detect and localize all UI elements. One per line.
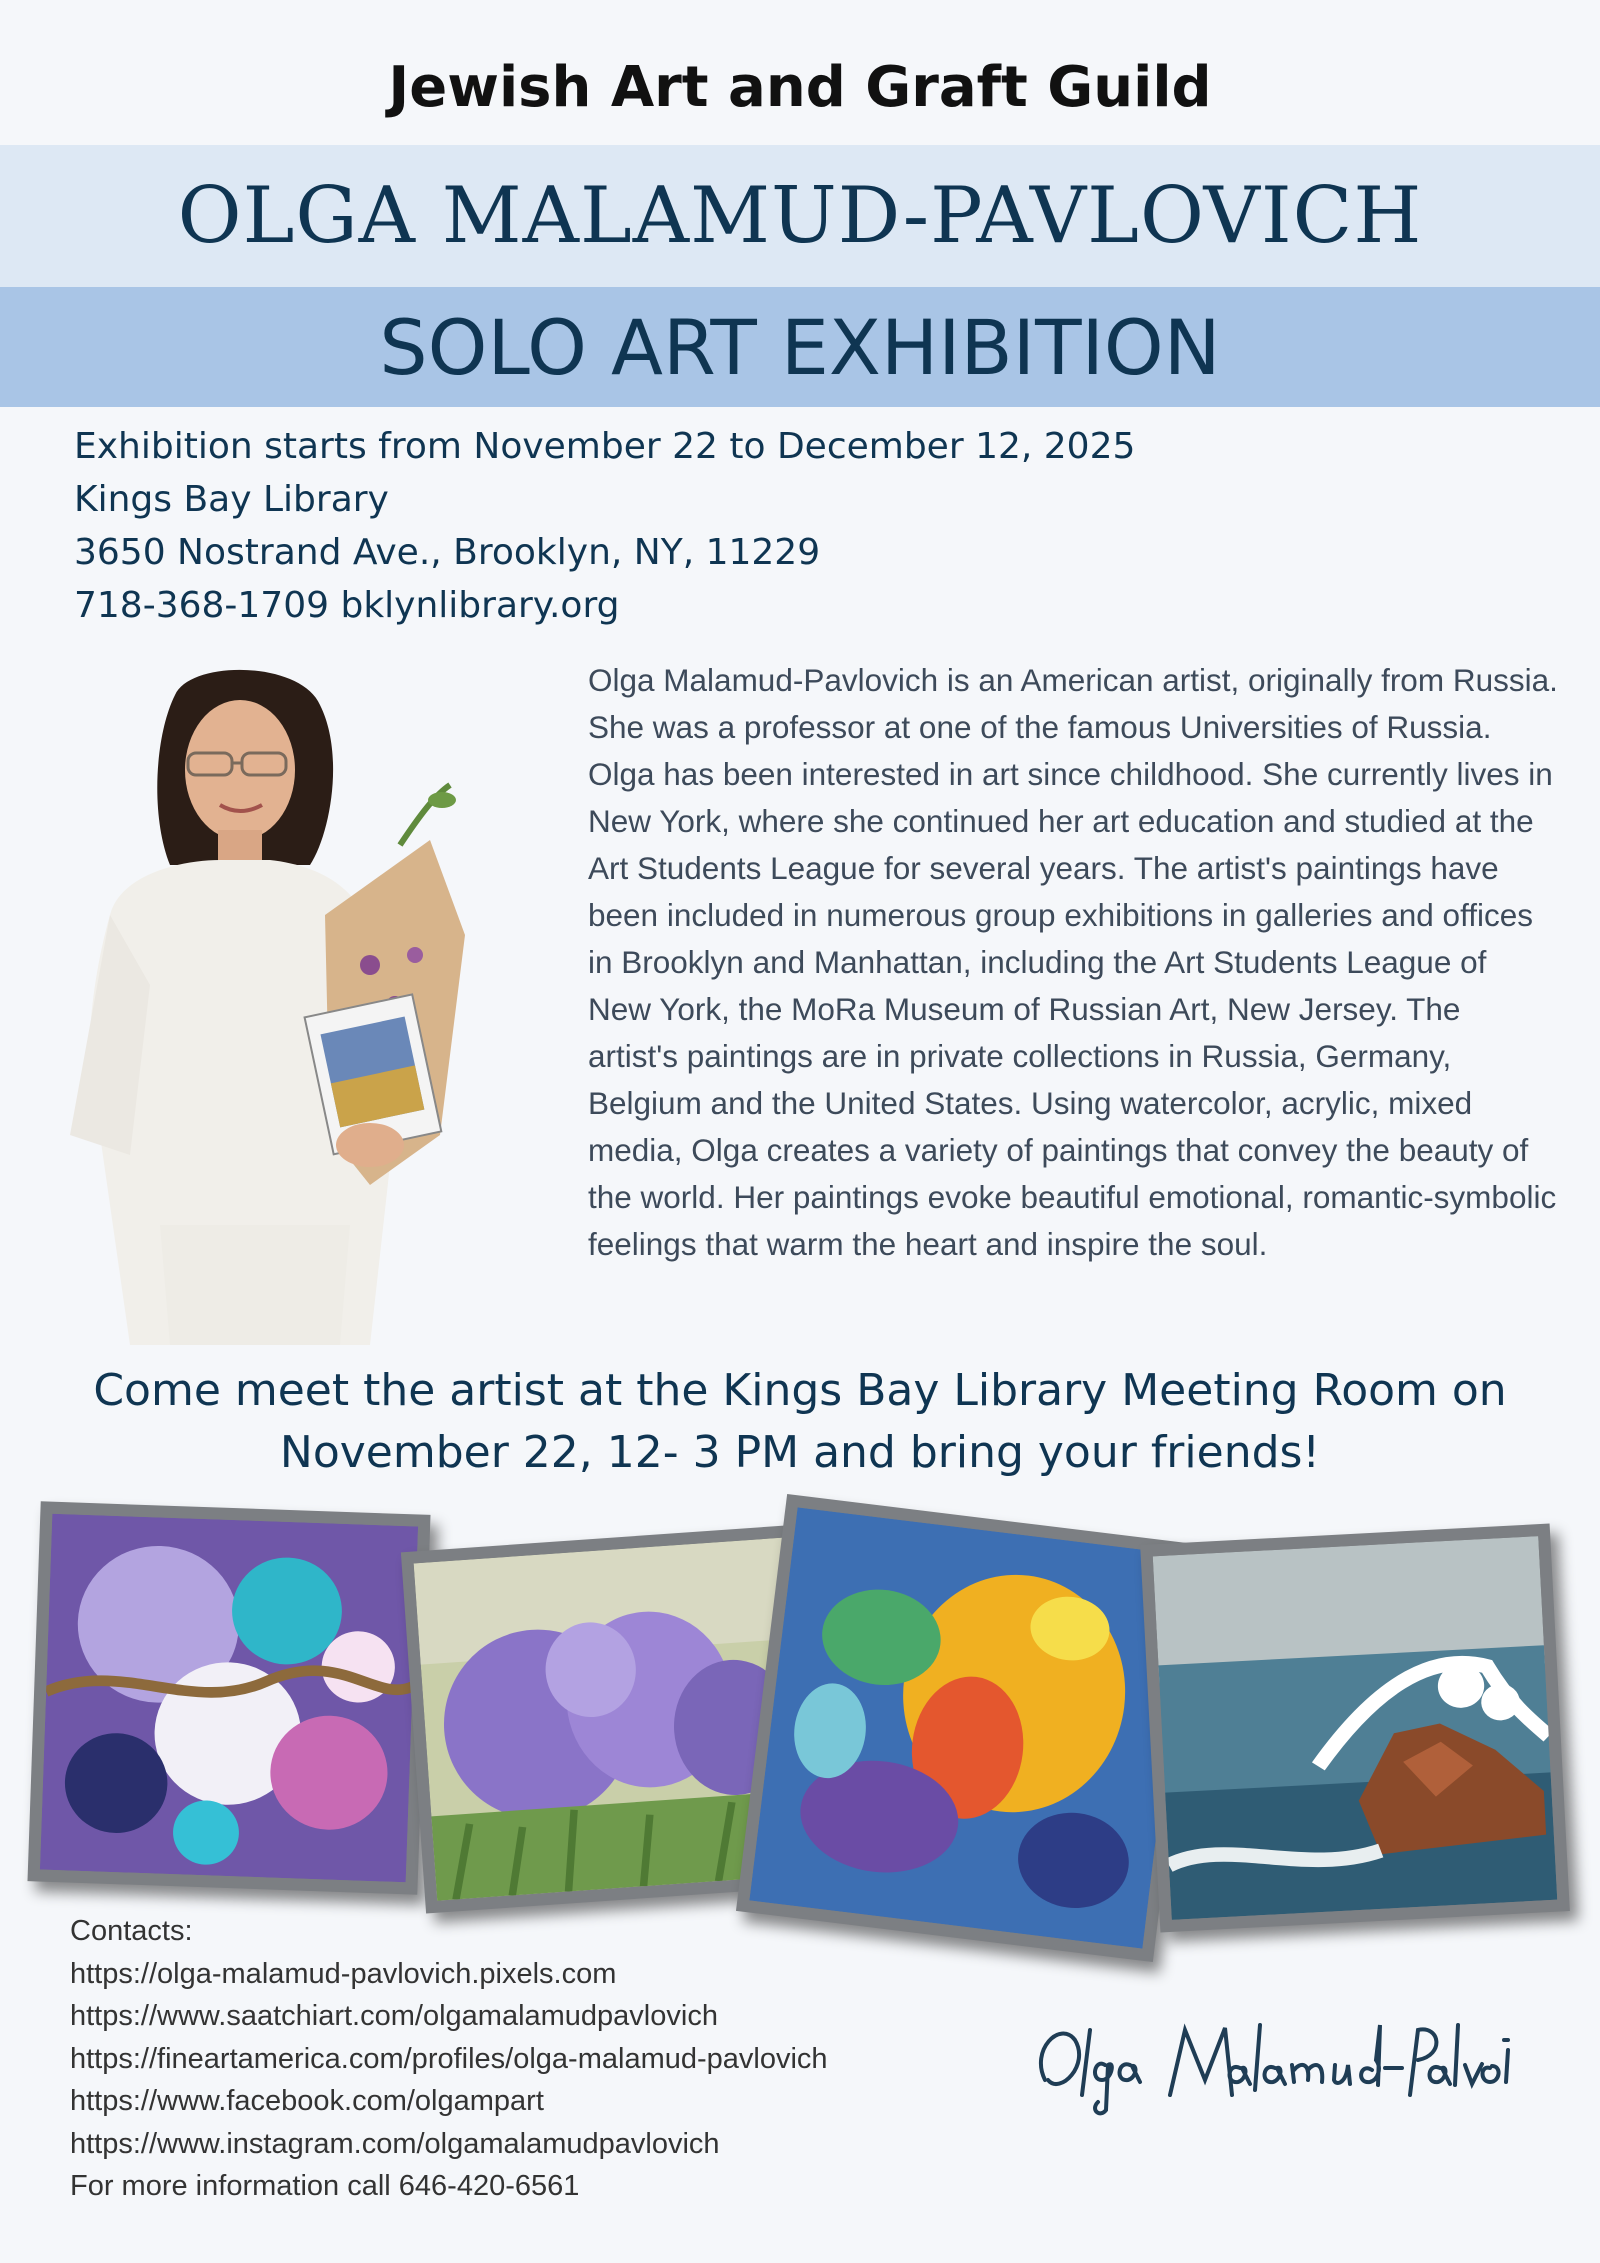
- contacts-label: Contacts:: [70, 1915, 193, 1947]
- artist-signature: [1020, 2010, 1520, 2120]
- painting-abstract-purple: [27, 1501, 430, 1894]
- contact-link[interactable]: https://www.saatchiart.com/olgamalamudpavlovich: [70, 2000, 718, 2032]
- venue-address: 3650 Nostrand Ave., Brooklyn, NY, 11229: [74, 532, 821, 573]
- contact-link[interactable]: https://www.facebook.com/olgampart: [70, 2085, 544, 2117]
- more-info-phone: For more information call 646-420-6561: [70, 2170, 580, 2202]
- guild-heading: Jewish Art and Graft Guild: [388, 55, 1212, 120]
- invitation-line-2: November 22, 12- 3 PM and bring your friends!: [279, 1427, 1321, 1478]
- venue-phone-website: 718-368-1709 bklynlibrary.org: [74, 585, 620, 626]
- venue-name: Kings Bay Library: [74, 479, 389, 520]
- contact-link[interactable]: https://www.instagram.com/olgamalamudpavlovich: [70, 2127, 720, 2160]
- exhibition-title: SOLO ART EXHIBITION: [379, 302, 1221, 392]
- exhibition-info: [74, 420, 1274, 632]
- artist-name: OLGA MALAMUD-PAVLOVICH: [177, 171, 1423, 261]
- contacts-section: [70, 1910, 970, 2208]
- painting-abstract-floral: [736, 1494, 1204, 1962]
- painting-seascape-waves: [1140, 1524, 1570, 1933]
- contact-link[interactable]: https://olga-malamud-pavlovich.pixels.com: [70, 1957, 617, 1990]
- artist-biography: Olga Malamud-Pavlovich is an American artist, originally from Russia. She was a professor at one of the famous Universities of Russia. Olga has been interested in art since childhood. She currently lives in New York, where she continued her art education and studied at the Art Students League for several years. The artist's paintings have been included in numerous group exhibitions in galleries and offices in Brooklyn and Manhattan, including the Art Students League of New York, the MoRa Museum of Russian Art, New Jersey. The artist's paintings are in private collections in Russia, Germany, Belgium and the United States. Using watercolor, acrylic, mixed media, Olga creates a variety of paintings that convey the beauty of the world. Her paintings evoke beautiful emotional, romantic-symbolic feelings that warm the heart and inspire the soul.: [588, 662, 1558, 1262]
- meet-artist-invitation: [0, 1360, 1600, 1484]
- artist-portrait: [70, 665, 550, 1345]
- invitation-line-1: Come meet the artist at the Kings Bay Library Meeting Room on: [93, 1365, 1507, 1416]
- exhibition-title-banner: [0, 287, 1600, 407]
- artist-name-banner: [0, 145, 1600, 287]
- contact-link[interactable]: https://fineartamerica.com/profiles/olga-malamud-pavlovich: [70, 2042, 828, 2075]
- exhibition-dates: Exhibition starts from November 22 to December 12, 2025: [74, 426, 1136, 467]
